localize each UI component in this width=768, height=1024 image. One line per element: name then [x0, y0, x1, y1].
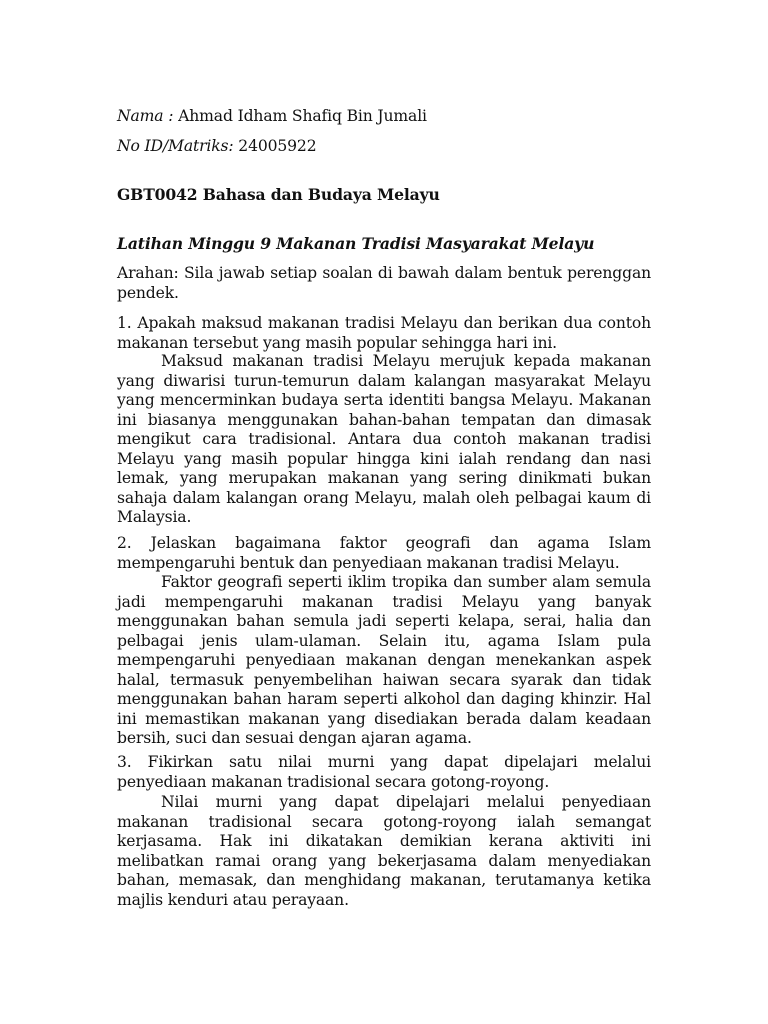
instruction-paragraph: Arahan: Sila jawab setiap soalan di bawah dalam bentuk perenggan pendek. [117, 264, 651, 302]
id-line [117, 136, 651, 156]
name-value: Ahmad Idham Shafiq Bin Jumali [178, 107, 427, 125]
question-2-number: 2. [117, 534, 132, 552]
id-value: 24005922 [238, 137, 317, 155]
question-3 [117, 753, 651, 792]
question-2 [117, 534, 651, 573]
question-2-text: Jelaskan bagaimana faktor geografi dan agama Islam mempengaruhi bentuk dan penyediaan makanan tradisi Melayu. [117, 534, 652, 572]
name-line [117, 106, 651, 126]
answer-2: Faktor geografi seperti iklim tropika dan sumber alam semula jadi mempengaruhi makanan tradisi Melayu yang banyak menggunakan bahan semula jadi seperti kelapa, serai, halia dan pelbagai jenis ulam-ulaman. Selain itu, agama Islam pula mempengaruhi penyediaan makanan dengan menekankan aspek halal, termasuk penyembelihan haiwan secara syarak dan tidak menggunakan bahan haram seperti alkohol dan daging khinzir. Hal ini memastikan makanan yang disediakan berada dalam keadaan bersih, suci dan sesuai dengan ajaran agama. [117, 573, 651, 748]
course-title: GBT0042 Bahasa dan Budaya Melayu [117, 185, 440, 204]
question-1-text: Apakah maksud makanan tradisi Melayu dan berikan dua contoh makanan tersebut yang masih popular sehingga hari ini. [117, 314, 651, 352]
exercise-title: Latihan Minggu 9 Makanan Tradisi Masyarakat Melayu [117, 234, 595, 253]
answer-1: Maksud makanan tradisi Melayu merujuk kepada makanan yang diwarisi turun-temurun dalam kalangan masyarakat Melayu yang mencerminkan budaya serta identiti bangsa Melayu. Makanan ini biasanya menggunakan bahan-bahan tempatan dan dimasak mengikut cara tradisional. Antara dua contoh makanan tradisi Melayu yang masih popular hingga kini ialah rendang dan nasi lemak, yang merupakan makanan yang sering dinikmati bukan sahaja dalam kalangan orang Melayu, malah oleh pelbagai kaum di Malaysia. [117, 352, 651, 527]
question-1 [117, 314, 651, 353]
answer-3: Nilai murni yang dapat dipelajari melalui penyediaan makanan tradisional secara gotong-royong ialah semangat kerjasama. Hak ini dikatakan demikian kerana aktiviti ini melibatkan ramai orang yang bekerjasama dalam menyediakan bahan, memasak, dan menghidang makanan, terutamanya ketika majlis kenduri atau perayaan. [117, 793, 651, 909]
name-label: Nama : [117, 107, 174, 125]
question-1-number: 1. [117, 314, 132, 332]
question-3-text: Fikirkan satu nilai murni yang dapat dipelajari melalui penyediaan makanan tradisional secara gotong-royong. [117, 753, 651, 791]
id-label: No ID/Matriks: [117, 137, 234, 155]
question-3-number: 3. [117, 753, 132, 771]
